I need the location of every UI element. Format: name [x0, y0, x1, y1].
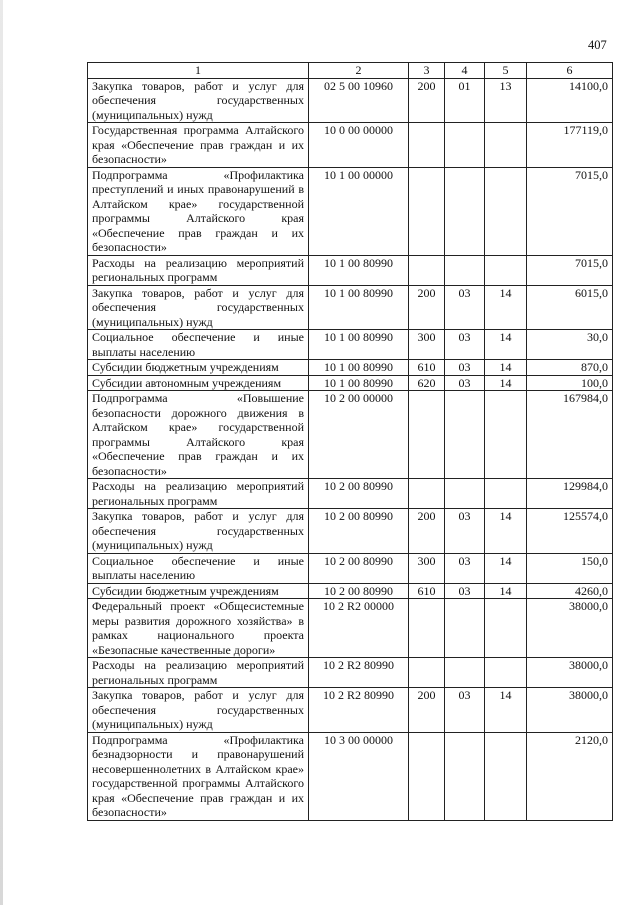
row-code: 10 1 00 00000: [309, 167, 409, 255]
table-row: [88, 732, 613, 820]
table-row: [88, 78, 613, 123]
row-subsection: [485, 123, 527, 168]
row-expense-type: 200: [409, 688, 445, 733]
row-subsection: 14: [485, 583, 527, 599]
column-header: 4: [445, 63, 485, 79]
row-expense-type: [409, 255, 445, 285]
row-section: 03: [445, 330, 485, 360]
row-code: 10 2 R2 80990: [309, 658, 409, 688]
row-expense-type: [409, 479, 445, 509]
row-expense-type: [409, 732, 445, 820]
row-subsection: [485, 479, 527, 509]
row-name: Закупка товаров, работ и услуг для обеспечения государственных (муниципальных) нужд: [88, 509, 309, 554]
row-section: [445, 658, 485, 688]
row-expense-type: 200: [409, 285, 445, 330]
row-section: [445, 255, 485, 285]
row-subsection: [485, 167, 527, 255]
row-name: Закупка товаров, работ и услуг для обеспечения государственных (муниципальных) нужд: [88, 78, 309, 123]
table-row: [88, 658, 613, 688]
table-row: [88, 375, 613, 391]
row-code: 10 1 00 80990: [309, 360, 409, 376]
row-amount: 100,0: [527, 375, 613, 391]
row-code: 10 1 00 80990: [309, 285, 409, 330]
row-subsection: 14: [485, 330, 527, 360]
row-name: Расходы на реализацию мероприятий региональных программ: [88, 479, 309, 509]
row-name: Подпрограмма «Повышение безопасности дорожного движения в Алтайском крае» государственной программы Алтайского края «Обеспечение прав граждан и их безопасности»: [88, 391, 309, 479]
row-subsection: [485, 599, 527, 658]
row-name: Социальное обеспечение и иные выплаты населению: [88, 330, 309, 360]
row-expense-type: 200: [409, 78, 445, 123]
scan-edge: [0, 0, 3, 905]
row-expense-type: [409, 658, 445, 688]
row-amount: 38000,0: [527, 688, 613, 733]
row-subsection: 14: [485, 360, 527, 376]
row-amount: 4260,0: [527, 583, 613, 599]
row-expense-type: 610: [409, 360, 445, 376]
column-number-row: [88, 63, 613, 79]
row-code: 10 2 00 80990: [309, 553, 409, 583]
row-amount: 870,0: [527, 360, 613, 376]
row-expense-type: [409, 123, 445, 168]
row-expense-type: [409, 599, 445, 658]
row-name: Расходы на реализацию мероприятий региональных программ: [88, 255, 309, 285]
row-amount: 38000,0: [527, 658, 613, 688]
row-section: 03: [445, 688, 485, 733]
row-subsection: [485, 732, 527, 820]
row-code: 10 3 00 00000: [309, 732, 409, 820]
column-header: 6: [527, 63, 613, 79]
table-row: [88, 360, 613, 376]
row-amount: 125574,0: [527, 509, 613, 554]
row-amount: 167984,0: [527, 391, 613, 479]
row-section: 01: [445, 78, 485, 123]
column-header: 2: [309, 63, 409, 79]
row-amount: 2120,0: [527, 732, 613, 820]
row-code: 10 2 00 80990: [309, 479, 409, 509]
row-expense-type: [409, 167, 445, 255]
row-amount: 150,0: [527, 553, 613, 583]
row-code: 10 2 00 80990: [309, 509, 409, 554]
row-code: 10 1 00 80990: [309, 330, 409, 360]
table-row: [88, 479, 613, 509]
row-code: 10 1 00 80990: [309, 255, 409, 285]
budget-table: [87, 62, 613, 821]
row-name: Расходы на реализацию мероприятий региональных программ: [88, 658, 309, 688]
table-row: [88, 553, 613, 583]
row-code: 10 2 00 00000: [309, 391, 409, 479]
row-expense-type: 300: [409, 330, 445, 360]
row-code: 10 1 00 80990: [309, 375, 409, 391]
row-amount: 6015,0: [527, 285, 613, 330]
row-amount: 7015,0: [527, 255, 613, 285]
row-amount: 14100,0: [527, 78, 613, 123]
row-section: [445, 123, 485, 168]
row-section: 03: [445, 509, 485, 554]
row-subsection: 14: [485, 375, 527, 391]
row-name: Государственная программа Алтайского края «Обеспечение прав граждан и их безопасности»: [88, 123, 309, 168]
row-name: Субсидии автономным учреждениям: [88, 375, 309, 391]
table-row: [88, 599, 613, 658]
table-row: [88, 391, 613, 479]
row-code: 02 5 00 10960: [309, 78, 409, 123]
row-amount: 177119,0: [527, 123, 613, 168]
row-expense-type: 300: [409, 553, 445, 583]
row-code: 10 2 R2 00000: [309, 599, 409, 658]
row-subsection: 14: [485, 688, 527, 733]
row-section: [445, 391, 485, 479]
row-section: 03: [445, 285, 485, 330]
row-expense-type: [409, 391, 445, 479]
row-subsection: [485, 658, 527, 688]
row-subsection: 14: [485, 285, 527, 330]
row-section: 03: [445, 553, 485, 583]
column-header: 1: [88, 63, 309, 79]
row-section: [445, 479, 485, 509]
table-row: [88, 330, 613, 360]
row-subsection: 14: [485, 553, 527, 583]
table-row: [88, 255, 613, 285]
table-body: [88, 78, 613, 820]
row-amount: 7015,0: [527, 167, 613, 255]
row-subsection: [485, 391, 527, 479]
row-section: 03: [445, 583, 485, 599]
row-name: Субсидии бюджетным учреждениям: [88, 360, 309, 376]
row-name: Подпрограмма «Профилактика безнадзорности и правонарушений несовершеннолетних в Алтайском крае» государственной программы Алтайского края «Обеспечение прав граждан и их безопасности»: [88, 732, 309, 820]
row-name: Закупка товаров, работ и услуг для обеспечения государственных (муниципальных) нужд: [88, 688, 309, 733]
row-amount: 30,0: [527, 330, 613, 360]
row-section: [445, 167, 485, 255]
row-section: 03: [445, 360, 485, 376]
row-expense-type: 620: [409, 375, 445, 391]
row-amount: 38000,0: [527, 599, 613, 658]
row-section: 03: [445, 375, 485, 391]
table-row: [88, 688, 613, 733]
row-expense-type: 200: [409, 509, 445, 554]
row-name: Социальное обеспечение и иные выплаты населению: [88, 553, 309, 583]
row-code: 10 0 00 00000: [309, 123, 409, 168]
row-amount: 129984,0: [527, 479, 613, 509]
row-subsection: [485, 255, 527, 285]
table-row: [88, 285, 613, 330]
row-name: Субсидии бюджетным учреждениям: [88, 583, 309, 599]
table-row: [88, 167, 613, 255]
row-subsection: 13: [485, 78, 527, 123]
table-row: [88, 583, 613, 599]
table-row: [88, 123, 613, 168]
row-name: Закупка товаров, работ и услуг для обеспечения государственных (муниципальных) нужд: [88, 285, 309, 330]
row-section: [445, 732, 485, 820]
row-name: Подпрограмма «Профилактика преступлений и иных правонарушений в Алтайском крае» государственной программы Алтайского края «Обеспечение прав граждан и их безопасности»: [88, 167, 309, 255]
table-row: [88, 509, 613, 554]
column-header: 3: [409, 63, 445, 79]
row-code: 10 2 R2 80990: [309, 688, 409, 733]
row-expense-type: 610: [409, 583, 445, 599]
row-subsection: 14: [485, 509, 527, 554]
row-code: 10 2 00 80990: [309, 583, 409, 599]
row-section: [445, 599, 485, 658]
column-header: 5: [485, 63, 527, 79]
page-number: 407: [588, 38, 607, 52]
row-name: Федеральный проект «Общесистемные меры развития дорожного хозяйства» в рамках национального проекта «Безопасные качественные дороги»: [88, 599, 309, 658]
